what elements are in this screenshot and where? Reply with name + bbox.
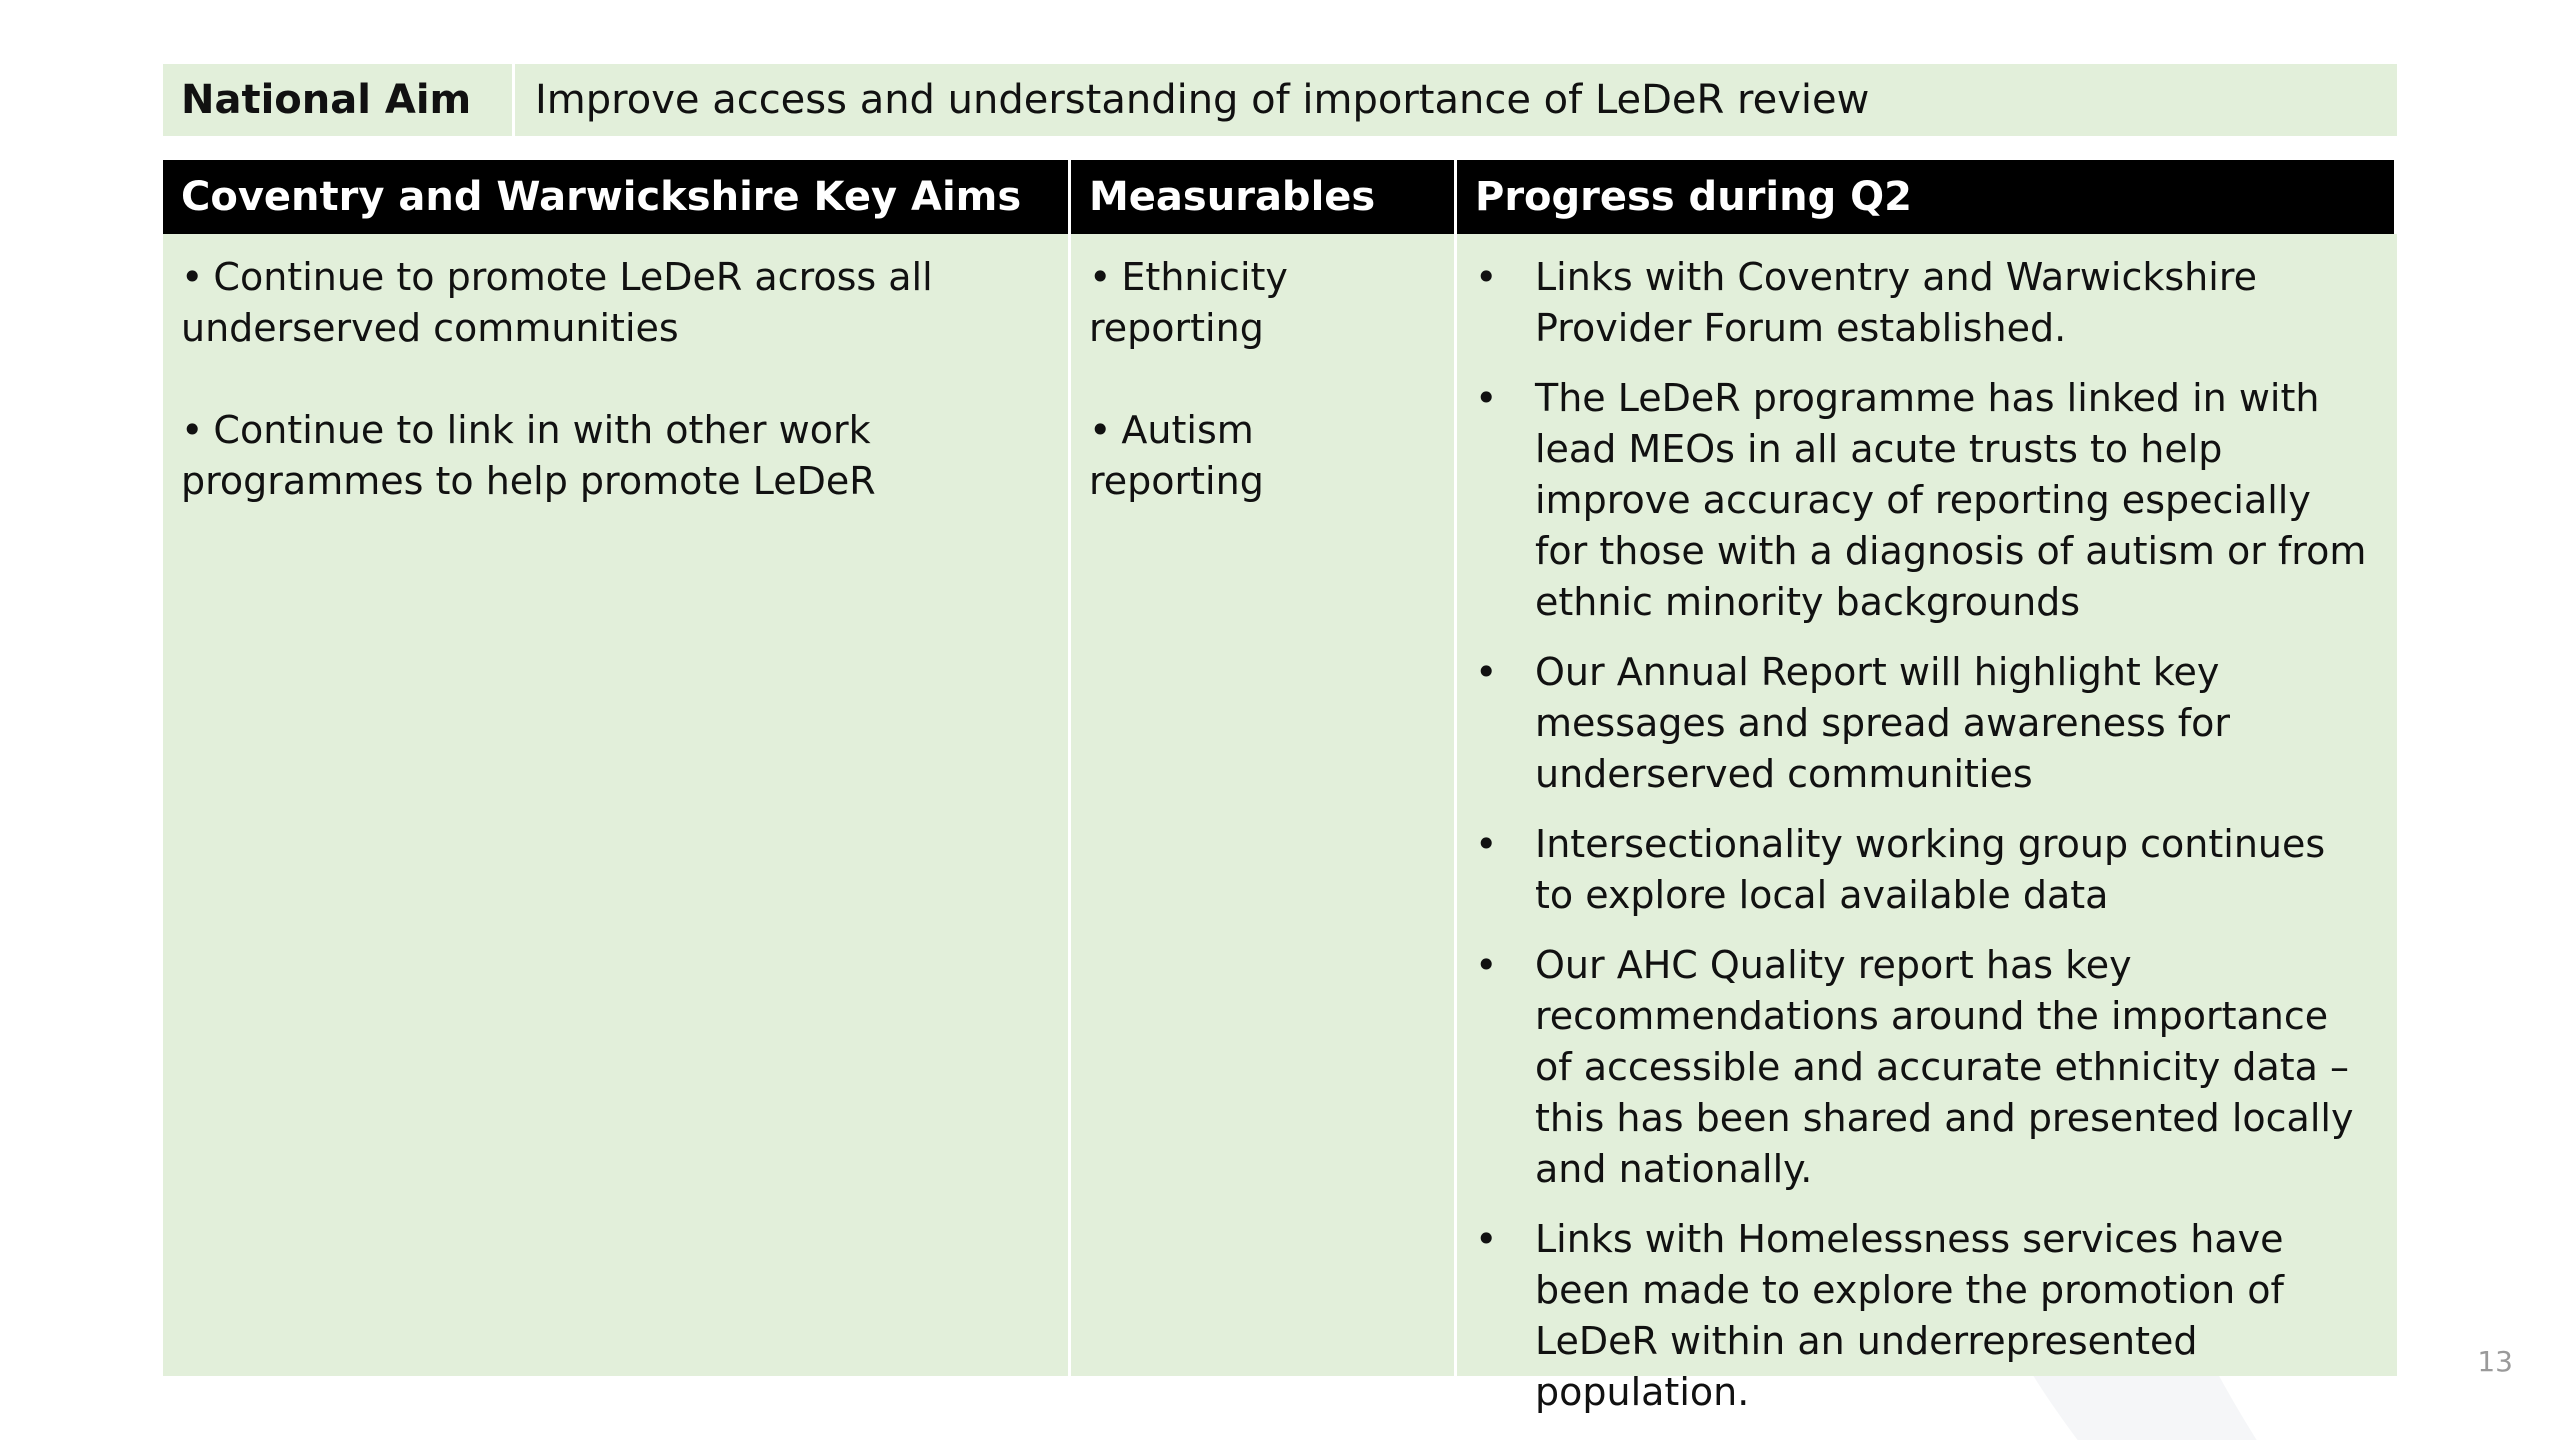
progress-item [1475, 647, 2373, 800]
measurable-text: Autism reporting [1089, 408, 1264, 503]
bullet: • [1475, 650, 1498, 694]
key-aim-item [181, 252, 1050, 354]
header-key-aims: Coventry and Warwickshire Key Aims [163, 160, 1071, 234]
bullet: • [1475, 1217, 1498, 1261]
bullet: • [181, 255, 204, 299]
bullet: • [1475, 255, 1498, 299]
progress-text: Our Annual Report will highlight key messages and spread awareness for underserved communities [1535, 650, 2231, 796]
progress-item [1475, 819, 2373, 921]
progress-item [1475, 1214, 2373, 1418]
bullet: • [1089, 255, 1112, 299]
progress-text: Our AHC Quality report has key recommendations around the importance of accessible and accurate ethnicity data – this has been shared and presented locally and nationally. [1535, 943, 2354, 1191]
key-aim-item [181, 405, 1050, 507]
progress-text: The LeDeR programme has linked in with lead MEOs in all acute trusts to help improve accuracy of reporting especially for those with a diagnosis of autism or from ethnic minority backgrounds [1535, 376, 2367, 624]
bullet: • [1089, 408, 1112, 452]
bullet: • [1475, 376, 1498, 420]
national-aim-label: National Aim [163, 64, 515, 136]
progress-text: Links with Coventry and Warwickshire Provider Forum established. [1535, 255, 2257, 350]
cell-key-aims [163, 234, 1071, 1376]
progress-item [1475, 940, 2373, 1195]
page-number: 13 [2477, 1345, 2513, 1378]
aims-table [163, 160, 2397, 1414]
progress-text: Intersectionality working group continues to explore local available data [1535, 822, 2326, 917]
header-progress: Progress during Q2 [1457, 160, 2397, 234]
bullet: • [181, 408, 204, 452]
cell-measurables [1071, 234, 1457, 1376]
progress-item [1475, 373, 2373, 628]
national-aim-value: Improve access and understanding of importance of LeDeR review [515, 64, 2397, 136]
national-aim-row [163, 64, 2397, 136]
measurable-item [1089, 252, 1436, 354]
header-measurables: Measurables [1071, 160, 1457, 234]
measurable-text: Ethnicity reporting [1089, 255, 1288, 350]
cell-progress [1457, 234, 2397, 1414]
bullet: • [1475, 943, 1498, 987]
bullet: • [1475, 822, 1498, 866]
measurable-item [1089, 405, 1436, 507]
progress-text: Links with Homelessness services have been made to explore the promotion of LeDeR within an underrepresented population. [1535, 1217, 2284, 1414]
progress-list [1475, 252, 2373, 1418]
key-aim-text: Continue to promote LeDeR across all underserved communities [181, 255, 933, 350]
key-aim-text: Continue to link in with other work programmes to help promote LeDeR [181, 408, 876, 503]
progress-item [1475, 252, 2373, 354]
